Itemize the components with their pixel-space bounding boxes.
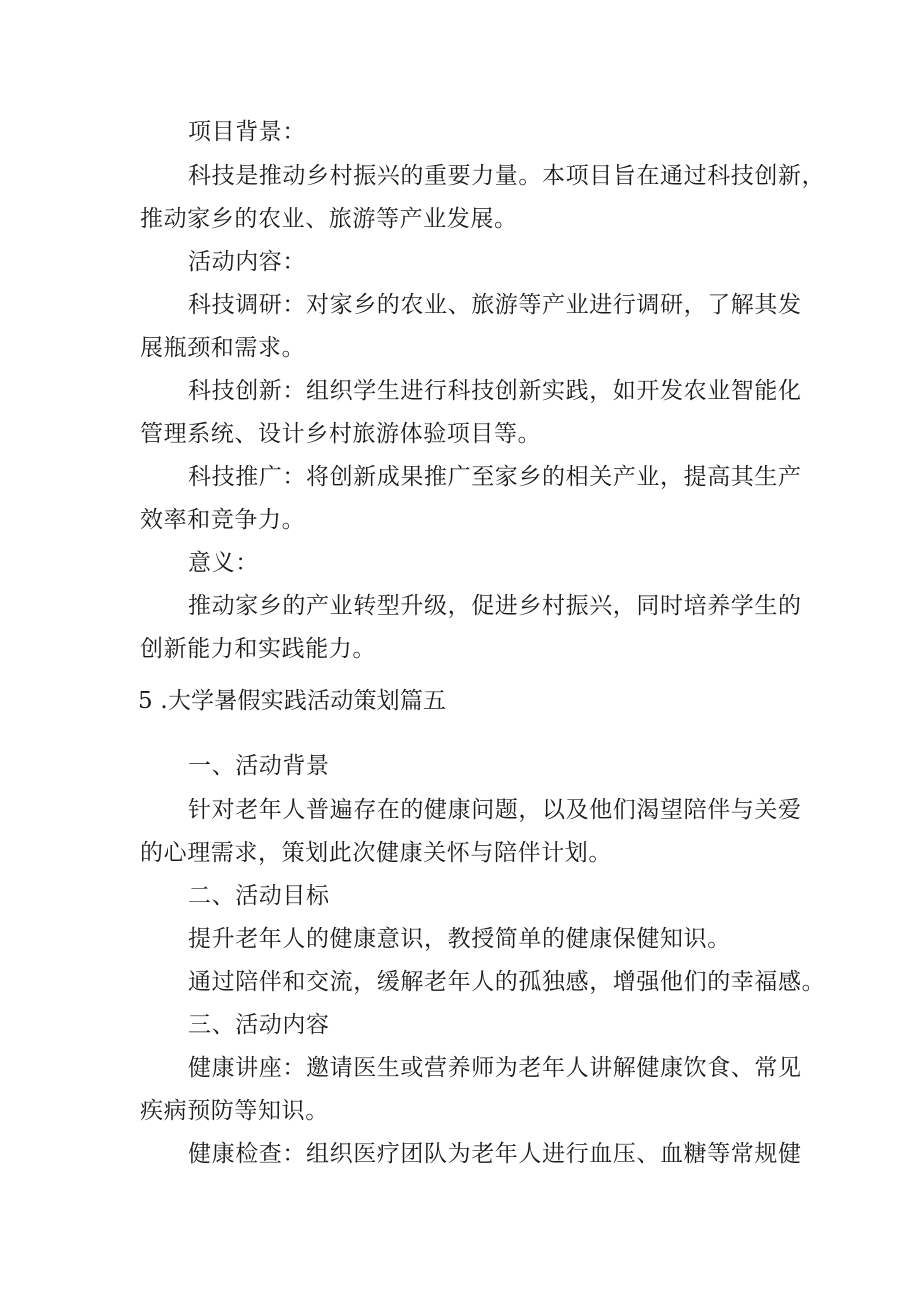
subsection-heading-content: 三、活动内容 xyxy=(188,1012,330,1038)
paragraph-line: 提升老年人的健康意识，教授简单的健康保健知识。 xyxy=(188,926,731,952)
paragraph-line: 科技是推动乡村振兴的重要力量。本项目旨在通过科技创新， xyxy=(188,163,826,189)
paragraph-line: 健康检查：组织医疗团队为老年人进行血压、血糖等常规健 xyxy=(188,1141,802,1167)
paragraph-line: 科技调研：对家乡的农业、旅游等产业进行调研，了解其发 xyxy=(188,292,802,318)
paragraph-line: 管理系统、设计乡村旅游体验项目等。 xyxy=(140,421,542,447)
paragraph-line: 通过陪伴和交流，缓解老年人的孤独感，增强他们的幸福感。 xyxy=(188,969,826,995)
paragraph-line: 疾病预防等知识。 xyxy=(140,1098,329,1124)
paragraph-line: 科技创新：组织学生进行科技创新实践，如开发农业智能化 xyxy=(188,378,802,404)
section-label-significance: 意义： xyxy=(188,550,259,576)
paragraph-line: 推动家乡的产业转型升级，促进乡村振兴，同时培养学生的 xyxy=(188,593,802,619)
paragraph-line: 推动家乡的农业、旅游等产业发展。 xyxy=(140,206,518,232)
paragraph-line: 效率和竞争力。 xyxy=(140,507,306,533)
section-heading: 5 .大学暑假实践活动策划篇五 xyxy=(138,688,447,714)
paragraph-line: 科技推广：将创新成果推广至家乡的相关产业，提高其生产 xyxy=(188,464,802,490)
paragraph-line: 针对老年人普遍存在的健康问题，以及他们渴望陪伴与关爱 xyxy=(188,797,802,823)
paragraph-line: 的心理需求，策划此次健康关怀与陪伴计划。 xyxy=(140,840,612,866)
paragraph-line: 展瓶颈和需求。 xyxy=(140,335,306,361)
paragraph-line: 创新能力和实践能力。 xyxy=(140,636,376,662)
subsection-heading-goals: 二、活动目标 xyxy=(188,883,330,909)
subsection-heading-background: 一、活动背景 xyxy=(188,753,330,779)
section-label-activity-content: 活动内容： xyxy=(188,249,306,275)
section-label-project-background: 项目背景： xyxy=(188,119,306,145)
paragraph-line: 健康讲座：邀请医生或营养师为老年人讲解健康饮食、常见 xyxy=(188,1055,802,1081)
